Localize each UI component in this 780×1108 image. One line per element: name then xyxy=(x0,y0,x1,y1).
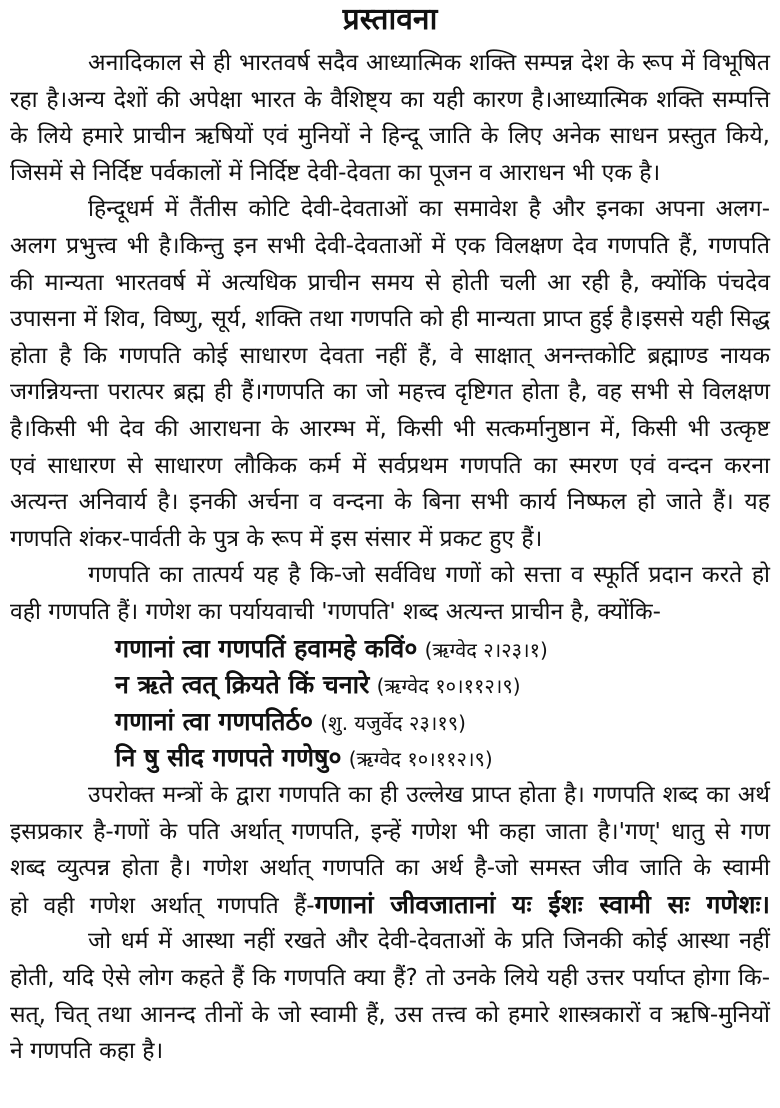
line-text: इसप्रकार है-गणों के पति अर्थात् गणपति, इन्हें गणेश भी कहा जाता है।'गण्' धातु से गण xyxy=(10,818,770,845)
text-line xyxy=(10,594,770,630)
line-text: अनादिकाल से ही भारतवर्ष सदैव आध्यात्मिक शक्ति सम्पन्न देश के रूप में विभूषित xyxy=(88,50,770,76)
text-line xyxy=(10,814,770,850)
mantra-text: गणानां त्वा गणपतिर्ठ० xyxy=(115,706,313,736)
text-line xyxy=(10,228,770,264)
line-text: उपासना में शिव, विष्णु, सूर्य, शक्ति तथा गणपति को ही मान्यता प्राप्त हुई है।इससे यही सिद्ध xyxy=(10,306,770,333)
line-text: वही गणपति हैं। गणेश का पर्यायवाची 'गणपति' शब्द अत्यन्त प्राचीन है, क्योंकि- xyxy=(10,599,661,625)
text-line xyxy=(10,850,770,886)
text-line xyxy=(10,887,770,924)
page-title: प्रस्तावना xyxy=(342,2,438,37)
line-text: सत्, चित् तथा आनन्द तीनों के जो स्वामी हैं, उस तत्त्व को हमारे शास्त्रकारों व ऋषि-मुनियों xyxy=(10,1001,770,1028)
mantra-line xyxy=(115,631,770,668)
line-text: जगन्नियन्ता परात्पर ब्रह्म ही हैं।गणपति का जो महत्त्व दृष्टिगत होता है, वह सभी से विलक्षण xyxy=(10,379,770,406)
mantra-text: गणानां त्वा गणपतिं हवामहे कविं० xyxy=(115,633,418,663)
mantra-reference: (ऋग्वेद १०।११२।९) xyxy=(376,674,521,699)
line-text: है।किसी भी देव की आराधना के आरम्भ में, किसी भी सत्कर्मानुष्ठान में, किसी भी उत्कृष्ट xyxy=(10,416,770,442)
mantra-text: न ऋते त्वत् क्रियते किं चनारे xyxy=(115,670,370,700)
line-text: उपरोक्त मन्त्रों के द्वारा गणपति का ही उल्लेख प्राप्त होता है। गणपति शब्द का अर्थ xyxy=(88,782,770,808)
text-line xyxy=(10,521,770,557)
text-line xyxy=(88,191,770,227)
text-line xyxy=(10,338,770,374)
text-line xyxy=(88,923,770,959)
mantra-reference: (ऋग्वेद २।२३।१) xyxy=(424,637,548,662)
text-line xyxy=(10,960,770,996)
text-line xyxy=(10,1033,770,1069)
line-text: गणपति का तात्पर्य यह है कि-जो सर्वविध गणों को सत्ता व स्फूर्ति प्रदान करते हो xyxy=(88,562,770,589)
line-text: एवं साधारण से साधारण लौकिक कर्म में सर्वप्रथम गणपति का स्मरण एवं वन्दन करना xyxy=(10,452,770,479)
sanskrit-definition: गणानां जीवजातानां यः ईशः स्वामी सः गणेशः। xyxy=(314,889,770,919)
text-line xyxy=(10,448,770,484)
text-line xyxy=(88,557,770,593)
line-text: होता है कि गणपति कोई साधारण देवता नहीं हैं, वे साक्षात् अनन्तकोटि ब्रह्माण्ड नायक xyxy=(10,342,770,369)
text-line xyxy=(10,301,770,337)
line-text: ने गणपति कहा है। xyxy=(10,1038,164,1065)
mantra-text: नि षु सीद गणपते गणेषु० xyxy=(115,743,342,773)
line-text: हिन्दूधर्म में तैंतीस कोटि देवी-देवताओं का समावेश है और इनका अपना अलग- xyxy=(88,196,770,223)
line-text: जो धर्म में आस्था नहीं रखते और देवी-देवताओं के प्रति जिनकी कोई आस्था नहीं xyxy=(88,928,770,955)
line-text: की मान्यता भारतवर्ष में अत्यधिक प्राचीन समय से होती चली आ रही है, क्योंकि पंचदेव xyxy=(10,269,770,296)
text-line xyxy=(10,411,770,447)
text-line xyxy=(10,82,770,118)
text-line xyxy=(88,45,770,81)
text-line xyxy=(10,155,770,191)
text-line xyxy=(10,997,770,1033)
line-text: के लिये हमारे प्राचीन ऋषियों एवं मुनियों ने हिन्दू जाति के लिए अनेक साधन प्रस्तुत किये, xyxy=(10,123,770,150)
mantra-reference: (ऋग्वेद १०।११२।९) xyxy=(348,747,493,772)
mantra-line xyxy=(115,740,770,777)
line-text: रहा है।अन्य देशों की अपेक्षा भारत के वैशिष्ट्य का यही कारण है।आध्यात्मिक शक्ति सम्पत्ति xyxy=(10,86,770,113)
text-line xyxy=(10,374,770,410)
line-text: हो वही गणेश अर्थात् गणपति हैं- xyxy=(10,892,315,919)
mantra-line xyxy=(115,667,770,704)
line-text: अलग प्रभुत्त्व भी है।किन्तु इन सभी देवी-देवताओं में एक विलक्षण देव गणपति हैं, गणपति xyxy=(10,233,770,259)
text-line xyxy=(10,484,770,520)
line-text: होती, यदि ऐसे लोग कहते हैं कि गणपति क्या हैं? तो उनके लिये यही उत्तर पर्याप्त होगा कि- xyxy=(10,965,770,991)
line-text: जिसमें से निर्दिष्ट पर्वकालों में निर्दिष्ट देवी-देवता का पूजन व आराधन भी एक है। xyxy=(10,159,661,186)
text-line xyxy=(10,118,770,154)
line-text: गणपति शंकर-पार्वती के पुत्र के रूप में इस संसार में प्रकट हुए हैं। xyxy=(10,525,543,552)
line-text: शब्द व्युत्पन्न होता है। गणेश अर्थात् गणपति का अर्थ है-जो समस्त जीव जाति के स्वामी xyxy=(10,855,770,882)
mantra-line xyxy=(115,704,770,741)
text-line xyxy=(88,777,770,813)
line-text: अत्यन्त अनिवार्य है। इनकी अर्चना व वन्दना के बिना सभी कार्य निष्फल हो जाते हैं। यह xyxy=(10,489,770,516)
mantra-reference: (शु. यजुर्वेद २३।१९) xyxy=(320,710,466,735)
text-line xyxy=(10,265,770,301)
